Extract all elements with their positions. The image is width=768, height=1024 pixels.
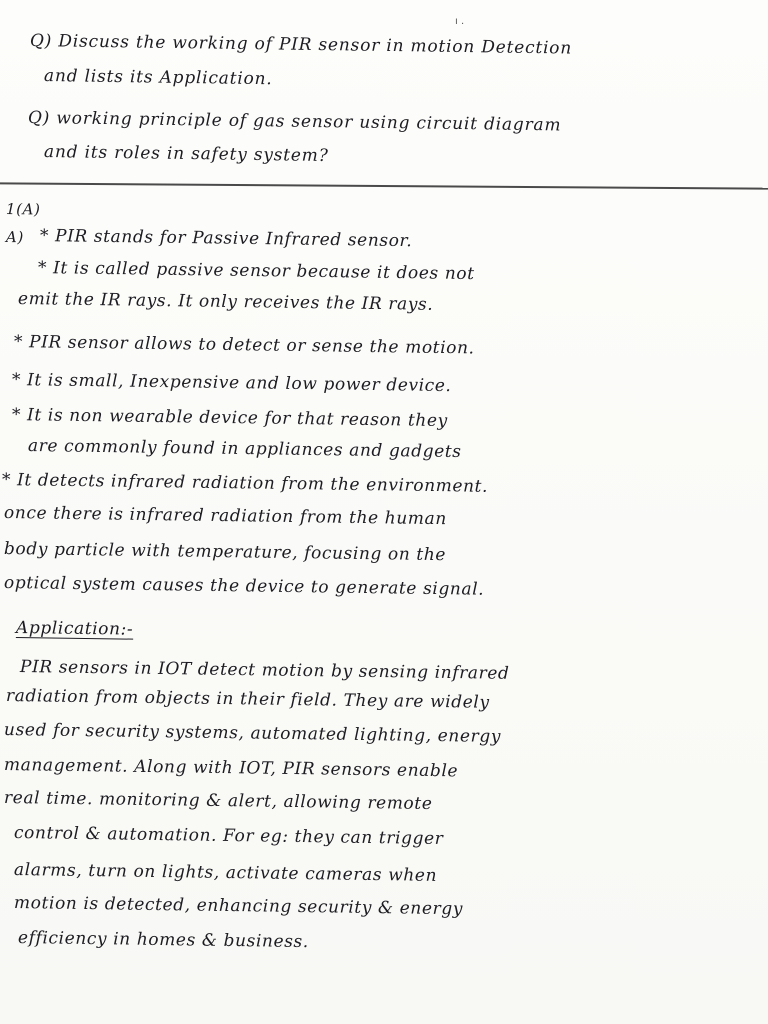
answer-line-4: * PIR sensor allows to detect or sense the motion.: [13, 332, 475, 359]
question-2-line-2: and its roles in safety system?: [43, 142, 329, 166]
answer-line-2: * It is called passive sensor because it does not: [37, 258, 475, 285]
application-line-3: used for security systems, automated lighting, energy: [3, 720, 502, 747]
answer-line-9: once there is infrared radiation from the human: [3, 503, 447, 530]
answer-line-5: * It is small, Inexpensive and low power device.: [11, 370, 452, 397]
answer-line-1: * PIR stands for Passive Infrared sensor.: [39, 226, 413, 252]
answer-line-8: * It detects infrared radiation from the environment.: [1, 470, 489, 497]
application-line-8: motion is detected, enhancing security & energy: [13, 893, 464, 920]
answer-line-7: are commonly found in appliances and gadgets: [27, 436, 462, 463]
answer-line-3: emit the IR rays. It only receives the IR rays.: [17, 289, 434, 315]
answer-prefix: A): [5, 228, 25, 247]
application-line-7: alarms, turn on lights, activate cameras when: [13, 860, 438, 886]
question-1-line-1: Q) Discuss the working of PIR sensor in motion Detection: [29, 31, 573, 59]
pen-mark: ı .: [455, 16, 465, 27]
divider-line: [0, 182, 768, 189]
question-2-line-1: Q) working principle of gas sensor using circuit diagram: [27, 108, 562, 136]
application-line-5: real time. monitoring & alert, allowing remote: [3, 788, 433, 814]
application-line-4: management. Along with IOT, PIR sensors enable: [3, 755, 459, 782]
answer-number: 1(A): [5, 200, 41, 219]
answer-line-6: * It is non wearable device for that reason they: [11, 405, 448, 432]
application-line-6: control & automation. For eg: they can trigger: [13, 823, 444, 849]
application-heading: Application:-: [15, 618, 134, 640]
answer-line-11: optical system causes the device to generate signal.: [3, 573, 485, 600]
application-line-2: radiation from objects in their field. They are widely: [5, 686, 490, 713]
application-line-9: efficiency in homes & business.: [17, 928, 309, 953]
application-line-1: PIR sensors in IOT detect motion by sensing infrared: [19, 657, 510, 684]
answer-line-10: body particle with temperature, focusing on the: [3, 539, 447, 566]
question-1-line-2: and lists its Application.: [43, 66, 273, 90]
